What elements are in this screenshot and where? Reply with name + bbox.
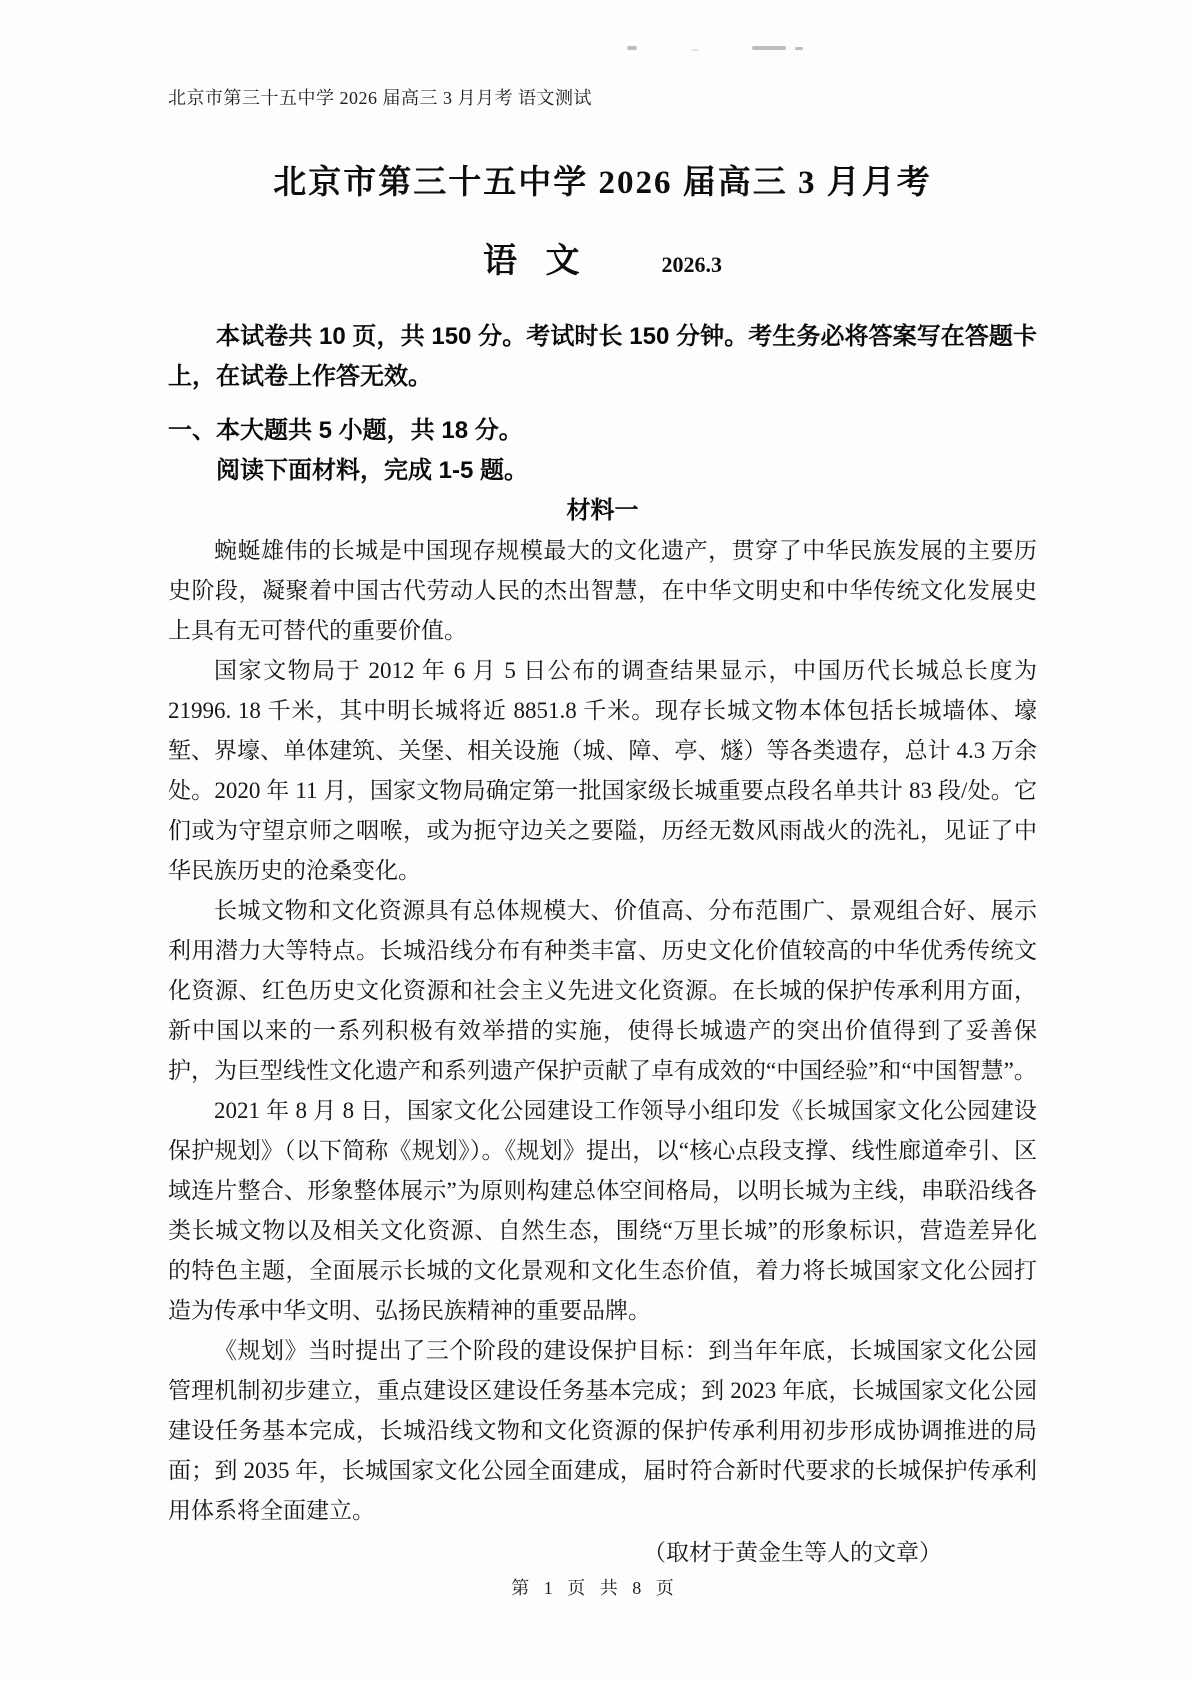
material-one-body	[168, 531, 1037, 1531]
subject-row	[168, 240, 1037, 287]
scan-artifact-mark	[795, 47, 803, 50]
scan-artifact-mark	[692, 49, 698, 51]
subject-name: 语 文	[483, 243, 590, 280]
page-content	[0, 86, 1190, 1573]
running-header: 北京市第三十五中学 2026 届高三 3 月月考 语文测试	[168, 88, 592, 108]
section-one-heading: 一、本大题共 5 小题，共 18 分。	[168, 417, 523, 444]
material-paragraph: 国家文物局于 2012 年 6 月 5 日公布的调查结果显示，中国历代长城总长度为 21996. 18 千米，其中明长城将近 8851.8 千米。现存长城文物本体包括长城墙体、壕堑、界壕、单体建筑、关堡、相关设施（城、障、亭、燧）等各类遗存，总计 4.3 万余处。2020 年 11 月，国家文物局确定第一批国家级长城重要点段名单共计 83 段/处。它们或为守望京师之咽喉，或为扼守边关之要隘，历经无数风雨战火的洗礼，见证了中华民族历史的沧桑变化。	[168, 658, 1037, 883]
exam-title: 北京市第三十五中学 2026 届高三 3 月月考	[273, 165, 932, 201]
scan-artifact-mark	[752, 46, 786, 50]
page-number-footer: 第 1 页 共 8 页	[511, 1578, 679, 1598]
exam-notice: 本试卷共 10 页，共 150 分。考试时长 150 分钟。考生务必将答案写在答题卡上，在试卷上作答无效。	[168, 323, 1037, 390]
material-paragraph: 长城文物和文化资源具有总体规模大、价值高、分布范围广、景观组合好、展示利用潜力大等特点。长城沿线分布有种类丰富、历史文化价值较高的中华优秀传统文化资源、红色历史文化资源和社会主义先进文化资源。在长城的保护传承利用方面，新中国以来的一系列积极有效举措的实施，使得长城遗产的突出价值得到了妥善保护，为巨型线性文化遗产和系列遗产保护贡献了卓有成效的“中国经验”和“中国智慧”。	[168, 898, 1037, 1083]
material-paragraph: 《规划》当时提出了三个阶段的建设保护目标：到当年年底，长城国家文化公园管理机制初步建立，重点建设区建设任务基本完成；到 2023 年底，长城国家文化公园建设任务基本完成，长城沿线文物和文化资源的保护传承利用初步形成协调推进的局面；到 2035 年，长城国家文化公园全面建成，届时符合新时代要求的长城保护传承利用体系将全面建立。	[168, 1338, 1037, 1523]
material-paragraph: 2021 年 8 月 8 日，国家文化公园建设工作领导小组印发《长城国家文化公园建设保护规划》（以下简称《规划》）。《规划》提出，以“核心点段支撑、线性廊道牵引、区域连片整合、形象整体展示”为原则构建总体空间格局，以明长城为主线，串联沿线各类长城文物以及相关文化资源、自然生态，围绕“万里长城”的形象标识，营造差异化的特色主题，全面展示长城的文化景观和文化生态价值，着力将长城国家文化公园打造为传承中华文明、弘扬民族精神的重要品牌。	[168, 1098, 1037, 1323]
material-paragraph: 蜿蜒雄伟的长城是中国现存规模最大的文化遗产，贯穿了中华民族发展的主要历史阶段，凝聚着中国古代劳动人民的杰出智慧，在中华文明史和中华传统文化发展史上具有无可替代的重要价值。	[168, 538, 1037, 643]
exam-date: 2026.3	[661, 252, 722, 277]
reading-instruction: 阅读下面材料，完成 1-5 题。	[216, 457, 529, 484]
source-attribution: （取材于黄金生等人的文章）	[643, 1540, 942, 1565]
material-one-title: 材料一	[566, 497, 639, 524]
scan-artifact-mark	[627, 46, 637, 50]
